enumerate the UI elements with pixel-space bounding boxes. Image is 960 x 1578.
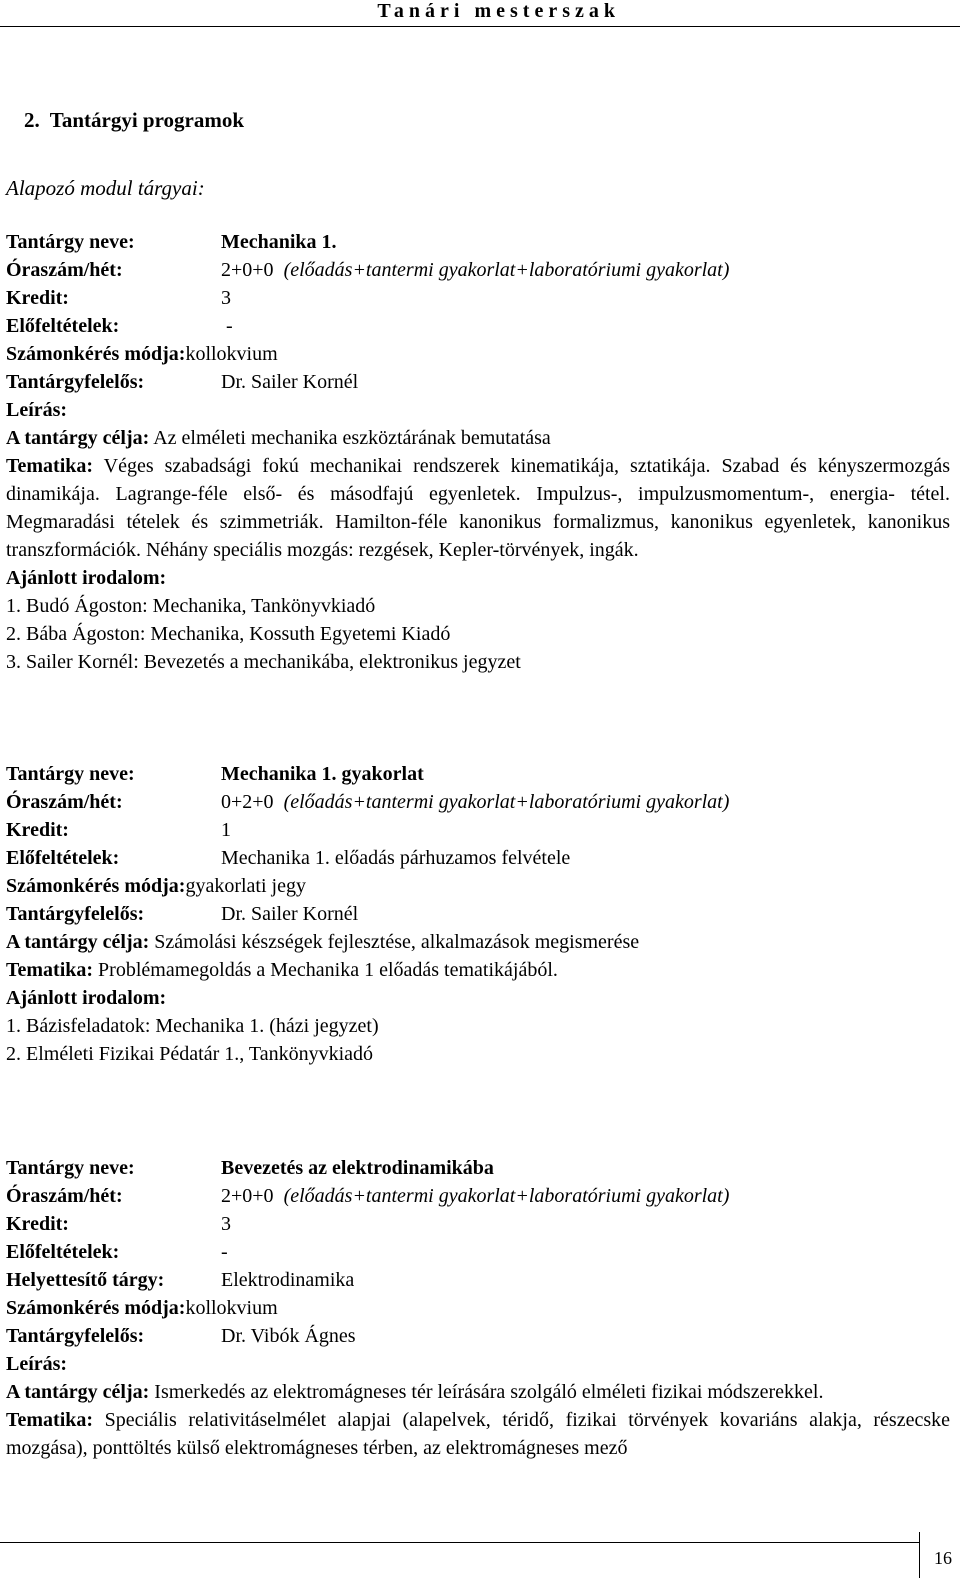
literature-item: 2. Bába Ágoston: Mechanika, Kossuth Egyetemi Kiadó (6, 623, 451, 645)
hours-label: Óraszám/hét: (6, 791, 123, 813)
course-name-label: Tantárgy neve: (6, 1157, 135, 1179)
credit-row (6, 1210, 950, 1238)
course-bevezetes-elektrodinamika (6, 1154, 950, 1462)
credit-label: Kredit: (6, 819, 69, 841)
section-title: Tantárgyi programok (49, 108, 245, 132)
literature-label: Ajánlott irodalom: (6, 567, 167, 589)
goal-row (6, 928, 950, 956)
hours-value: 2+0+0 (előadás+tantermi gyakorlat+laboratóriumi gyakorlat) (221, 1185, 730, 1207)
exam-label: Számonkérés módja: (6, 875, 186, 897)
exam-row (6, 1294, 950, 1322)
topics-paragraph (6, 1406, 950, 1462)
hours-value: 0+2+0 (előadás+tantermi gyakorlat+laboratóriumi gyakorlat) (221, 791, 730, 813)
responsible-value: Dr. Vibók Ágnes (221, 1325, 356, 1347)
responsible-row (6, 1322, 950, 1350)
literature-item: 1. Budó Ágoston: Mechanika, Tankönyvkiadó (6, 595, 376, 617)
section-heading (24, 108, 244, 133)
course-name-row (6, 228, 950, 256)
responsible-label: Tantárgyfelelős: (6, 1325, 145, 1347)
description-label: Leírás: (6, 399, 68, 421)
prereq-value: - (226, 315, 233, 337)
hours-row (6, 1182, 950, 1210)
exam-row (6, 872, 950, 900)
topics-row (6, 956, 950, 984)
exam-value: kollokvium (185, 1297, 278, 1319)
replacement-label: Helyettesítő tárgy: (6, 1269, 165, 1291)
topics-value: Problémamegoldás a Mechanika 1 előadás tematikájából. (98, 959, 558, 981)
course-name: Mechanika 1. (221, 231, 337, 253)
responsible-label: Tantárgyfelelős: (6, 903, 145, 925)
exam-value: gyakorlati jegy (185, 875, 306, 897)
description-row (6, 396, 950, 424)
responsible-row (6, 900, 950, 928)
topics-label: Tematika: (6, 959, 94, 981)
goal-value: Az elméleti mechanika eszköztárának bemutatása (153, 427, 551, 449)
hours-row (6, 256, 950, 284)
prereq-row (6, 1238, 950, 1266)
goal-value: Számolási készségek fejlesztése, alkalmazások megismerése (154, 931, 640, 953)
page-header (0, 0, 960, 27)
credit-value: 1 (221, 819, 231, 841)
exam-label: Számonkérés módja: (6, 1297, 186, 1319)
section-number: 2. (24, 108, 40, 132)
topics-paragraph (6, 452, 950, 564)
credit-row (6, 284, 950, 312)
hours-row (6, 788, 950, 816)
topics-label: Tematika: (6, 1409, 94, 1431)
exam-row (6, 340, 950, 368)
page-number: 16 (934, 1548, 952, 1568)
topics-value: Véges szabadsági fokú mechanikai rendszerek kinematikája, sztatikája. Szabad és kényszermozgás dinamikája. Lagrange-féle első- és másodfajú egyenletek. Impulzus-, impulzusmomentum-, energia- tétel. Megmaradási tételek és szimmetriák. Hamilton-féle kanonikus formalizmus, kanonikus egyenletek, kanonikus transzformációk. Néhány speciális mozgás: rezgések, Kepler-törvények, ingák. (6, 455, 950, 561)
course-mechanika-1-gyakorlat (6, 760, 950, 1068)
literature-item: 2. Elméleti Fizikai Pédatár 1., Tankönyvkiadó (6, 1043, 374, 1065)
credit-row (6, 816, 950, 844)
credit-label: Kredit: (6, 1213, 69, 1235)
exam-value: kollokvium (185, 343, 278, 365)
credit-value: 3 (221, 1213, 231, 1235)
responsible-row (6, 368, 950, 396)
course-name-label: Tantárgy neve: (6, 231, 135, 253)
exam-label: Számonkérés módja: (6, 343, 186, 365)
module-title: Alapozó modul tárgyai: (6, 176, 205, 200)
replacement-value: Elektrodinamika (221, 1269, 355, 1291)
literature-row (6, 984, 950, 1012)
description-label: Leírás: (6, 1353, 68, 1375)
prereq-row (6, 312, 950, 340)
course-mechanika-1 (6, 228, 950, 676)
responsible-value: Dr. Sailer Kornél (221, 903, 359, 925)
goal-label: A tantárgy célja: (6, 931, 150, 953)
course-name: Bevezetés az elektrodinamikába (221, 1157, 494, 1179)
hours-label: Óraszám/hét: (6, 259, 123, 281)
topics-value: Speciális relativitáselmélet alapjai (alapelvek, téridő, fizikai törvények kovariáns alakja, részecske mozgása), ponttöltés külső elektromágneses térben, az elektromágneses mező (6, 1409, 950, 1459)
responsible-value: Dr. Sailer Kornél (221, 371, 359, 393)
header-title: Tanári mesterszak (377, 0, 620, 22)
course-name-row (6, 760, 950, 788)
goal-row (6, 424, 950, 452)
literature-label: Ajánlott irodalom: (6, 987, 167, 1009)
goal-value: Ismerkedés az elektromágneses tér leírására szolgáló elméleti fizikai módszerekkel. (154, 1381, 824, 1403)
literature-item: 3. Sailer Kornél: Bevezetés a mechanikába, elektronikus jegyzet (6, 651, 521, 673)
course-name: Mechanika 1. gyakorlat (221, 763, 424, 785)
topics-label: Tematika: (6, 455, 94, 477)
literature-row (6, 564, 950, 592)
description-row (6, 1350, 950, 1378)
prereq-value: - (221, 1241, 228, 1263)
replacement-row (6, 1266, 950, 1294)
literature-item: 1. Bázisfeladatok: Mechanika 1. (házi jegyzet) (6, 1015, 379, 1037)
course-name-row (6, 1154, 950, 1182)
hours-value: 2+0+0 (előadás+tantermi gyakorlat+laboratóriumi gyakorlat) (221, 259, 730, 281)
goal-label: A tantárgy célja: (6, 1381, 150, 1403)
goal-paragraph (6, 1378, 950, 1406)
goal-label: A tantárgy célja: (6, 427, 150, 449)
course-name-label: Tantárgy neve: (6, 763, 135, 785)
responsible-label: Tantárgyfelelős: (6, 371, 145, 393)
prereq-row (6, 844, 950, 872)
prereq-value: Mechanika 1. előadás párhuzamos felvétele (221, 847, 571, 869)
footer-divider (0, 1542, 920, 1543)
prereq-label: Előfeltételek: (6, 315, 120, 337)
credit-value: 3 (221, 287, 231, 309)
hours-label: Óraszám/hét: (6, 1185, 123, 1207)
prereq-label: Előfeltételek: (6, 1241, 120, 1263)
prereq-label: Előfeltételek: (6, 847, 120, 869)
credit-label: Kredit: (6, 287, 69, 309)
